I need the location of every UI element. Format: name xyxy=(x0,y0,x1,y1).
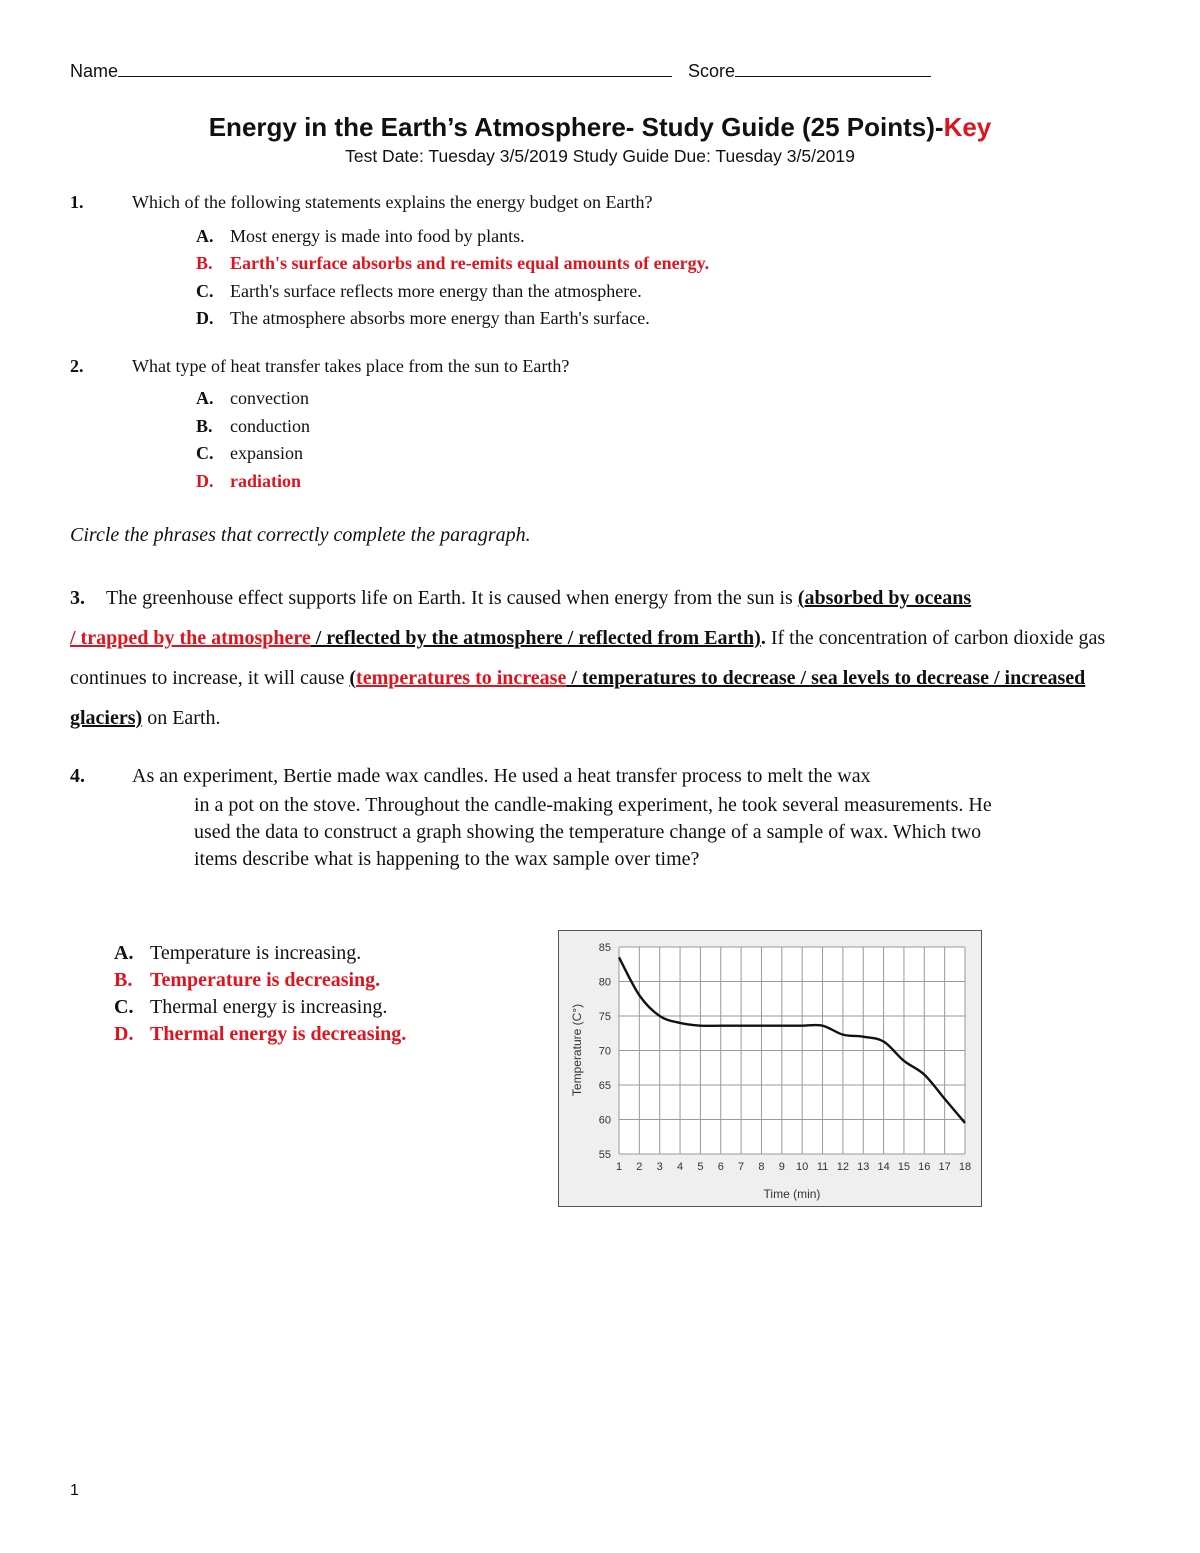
page-title xyxy=(0,112,1200,143)
q3-choice-temp-increase[interactable]: temperatures to increase xyxy=(356,667,567,689)
x-tick-label: 17 xyxy=(938,1161,951,1173)
chart-svg xyxy=(559,931,981,1206)
y-tick-label: 65 xyxy=(598,1080,611,1092)
q2-text: What type of heat transfer takes place from the sun to Earth? xyxy=(132,356,570,376)
x-tick-label: 7 xyxy=(738,1161,745,1173)
y-tick-label: 55 xyxy=(598,1149,611,1161)
x-tick-label: 10 xyxy=(796,1161,809,1173)
q4-text-rest: in a pot on the stove. Throughout the candle-making experiment, he took several measurements. He used the data to construct a graph showing the temperature change of a sample of wax. Which two items describe what is happening to the wax sample over time? xyxy=(194,794,992,870)
q1-option-b[interactable]: B. Earth's surface absorbs and re-emits equal amounts of energy. xyxy=(196,253,710,273)
q3-paragraph: 3. The greenhouse effect supports life on Earth. It is caused when energy from the sun is (absorbed by oceans / trapped by the atmosphere / reflected by the atmosphere / reflected from Earth). If the concentration of carbon dioxide gas continues to increase, it will cause (temperatures to increase / temperatures to decrease / sea levels to decrease / increased glaciers) on Earth. xyxy=(70,578,1140,738)
name-label: Name xyxy=(70,61,119,81)
x-tick-label: 1 xyxy=(615,1161,623,1173)
x-tick-label: 15 xyxy=(897,1161,911,1173)
page-subtitle: Test Date: Tuesday 3/5/2019 Study Guide Due: Tuesday 3/5/2019 xyxy=(345,146,855,166)
q4-option-a[interactable]: A. Temperature is increasing. xyxy=(114,942,362,964)
q2-number: 2. xyxy=(70,356,84,376)
y-tick-label: 80 xyxy=(598,976,611,989)
q4-option-b[interactable]: B. Temperature is decreasing. xyxy=(114,969,381,991)
q4-number: 4. xyxy=(70,765,85,787)
wax-temperature-chart xyxy=(558,930,982,1207)
q4-option-d[interactable]: D. Thermal energy is decreasing. xyxy=(114,1023,407,1045)
name-line[interactable] xyxy=(118,60,672,77)
q3-choice-trapped[interactable]: / trapped by the atmosphere xyxy=(70,627,311,649)
q4-text-first: As an experiment, Bertie made wax candles. He used a heat transfer process to melt the wax xyxy=(132,765,871,787)
y-tick-label: 60 xyxy=(598,1114,611,1127)
q2-option-d[interactable]: D. radiation xyxy=(196,471,302,491)
x-tick-label: 4 xyxy=(676,1161,684,1173)
y-tick-label: 70 xyxy=(598,1045,611,1058)
q1-option-c[interactable]: C. Earth's surface reflects more energy than the atmosphere. xyxy=(196,281,642,301)
q1-option-d[interactable]: D. The atmosphere absorbs more energy than Earth's surface. xyxy=(196,308,650,328)
q3-choice-reflected[interactable]: / reflected by the atmosphere / reflected from Earth) xyxy=(310,627,761,649)
circle-instruction: Circle the phrases that correctly complete the paragraph. xyxy=(70,524,531,546)
q3-number: 3. xyxy=(70,587,85,609)
q1-option-a[interactable]: A. Most energy is made into food by plants. xyxy=(196,226,525,246)
x-tick-label: 8 xyxy=(758,1161,765,1173)
x-axis-label: Time (min) xyxy=(763,1187,821,1201)
x-tick-label: 6 xyxy=(717,1161,724,1173)
x-tick-label: 11 xyxy=(816,1161,829,1173)
q3-choice-absorbed[interactable]: absorbed by oceans xyxy=(804,587,972,609)
y-tick-label: 75 xyxy=(598,1011,611,1023)
x-tick-label: 5 xyxy=(697,1161,704,1173)
title-main: Energy in the Earth’s Atmosphere- Study Guide (25 Points)- xyxy=(208,112,944,142)
x-tick-label: 16 xyxy=(918,1161,931,1173)
score-field[interactable] xyxy=(688,60,931,82)
x-tick-label: 12 xyxy=(836,1161,850,1173)
q2-option-c[interactable]: C. expansion xyxy=(196,443,303,463)
x-tick-label: 18 xyxy=(958,1161,972,1173)
score-label: Score xyxy=(688,61,736,81)
x-tick-label: 14 xyxy=(877,1161,890,1173)
q1-number: 1. xyxy=(70,192,84,212)
x-tick-label: 2 xyxy=(636,1161,643,1173)
q4-option-c[interactable]: C. Thermal energy is increasing. xyxy=(114,996,388,1018)
q2-option-b[interactable]: B. conduction xyxy=(196,416,310,436)
x-tick-label: 13 xyxy=(857,1161,870,1173)
q2-option-a[interactable]: A. convection xyxy=(196,388,309,408)
page-number: 1 xyxy=(70,1482,79,1499)
name-field[interactable] xyxy=(70,60,672,82)
y-tick-label: 85 xyxy=(598,942,611,954)
x-tick-label: 9 xyxy=(778,1161,785,1173)
title-key: Key xyxy=(943,112,992,142)
y-axis-label: Temperature (C°) xyxy=(570,1003,584,1097)
q1-text: Which of the following statements explains the energy budget on Earth? xyxy=(132,192,653,212)
x-tick-label: 3 xyxy=(656,1161,663,1173)
q3-choice-other[interactable]: / temperatures to decrease / sea levels to decrease / increased glaciers) xyxy=(70,667,1086,729)
score-line[interactable] xyxy=(735,60,931,77)
